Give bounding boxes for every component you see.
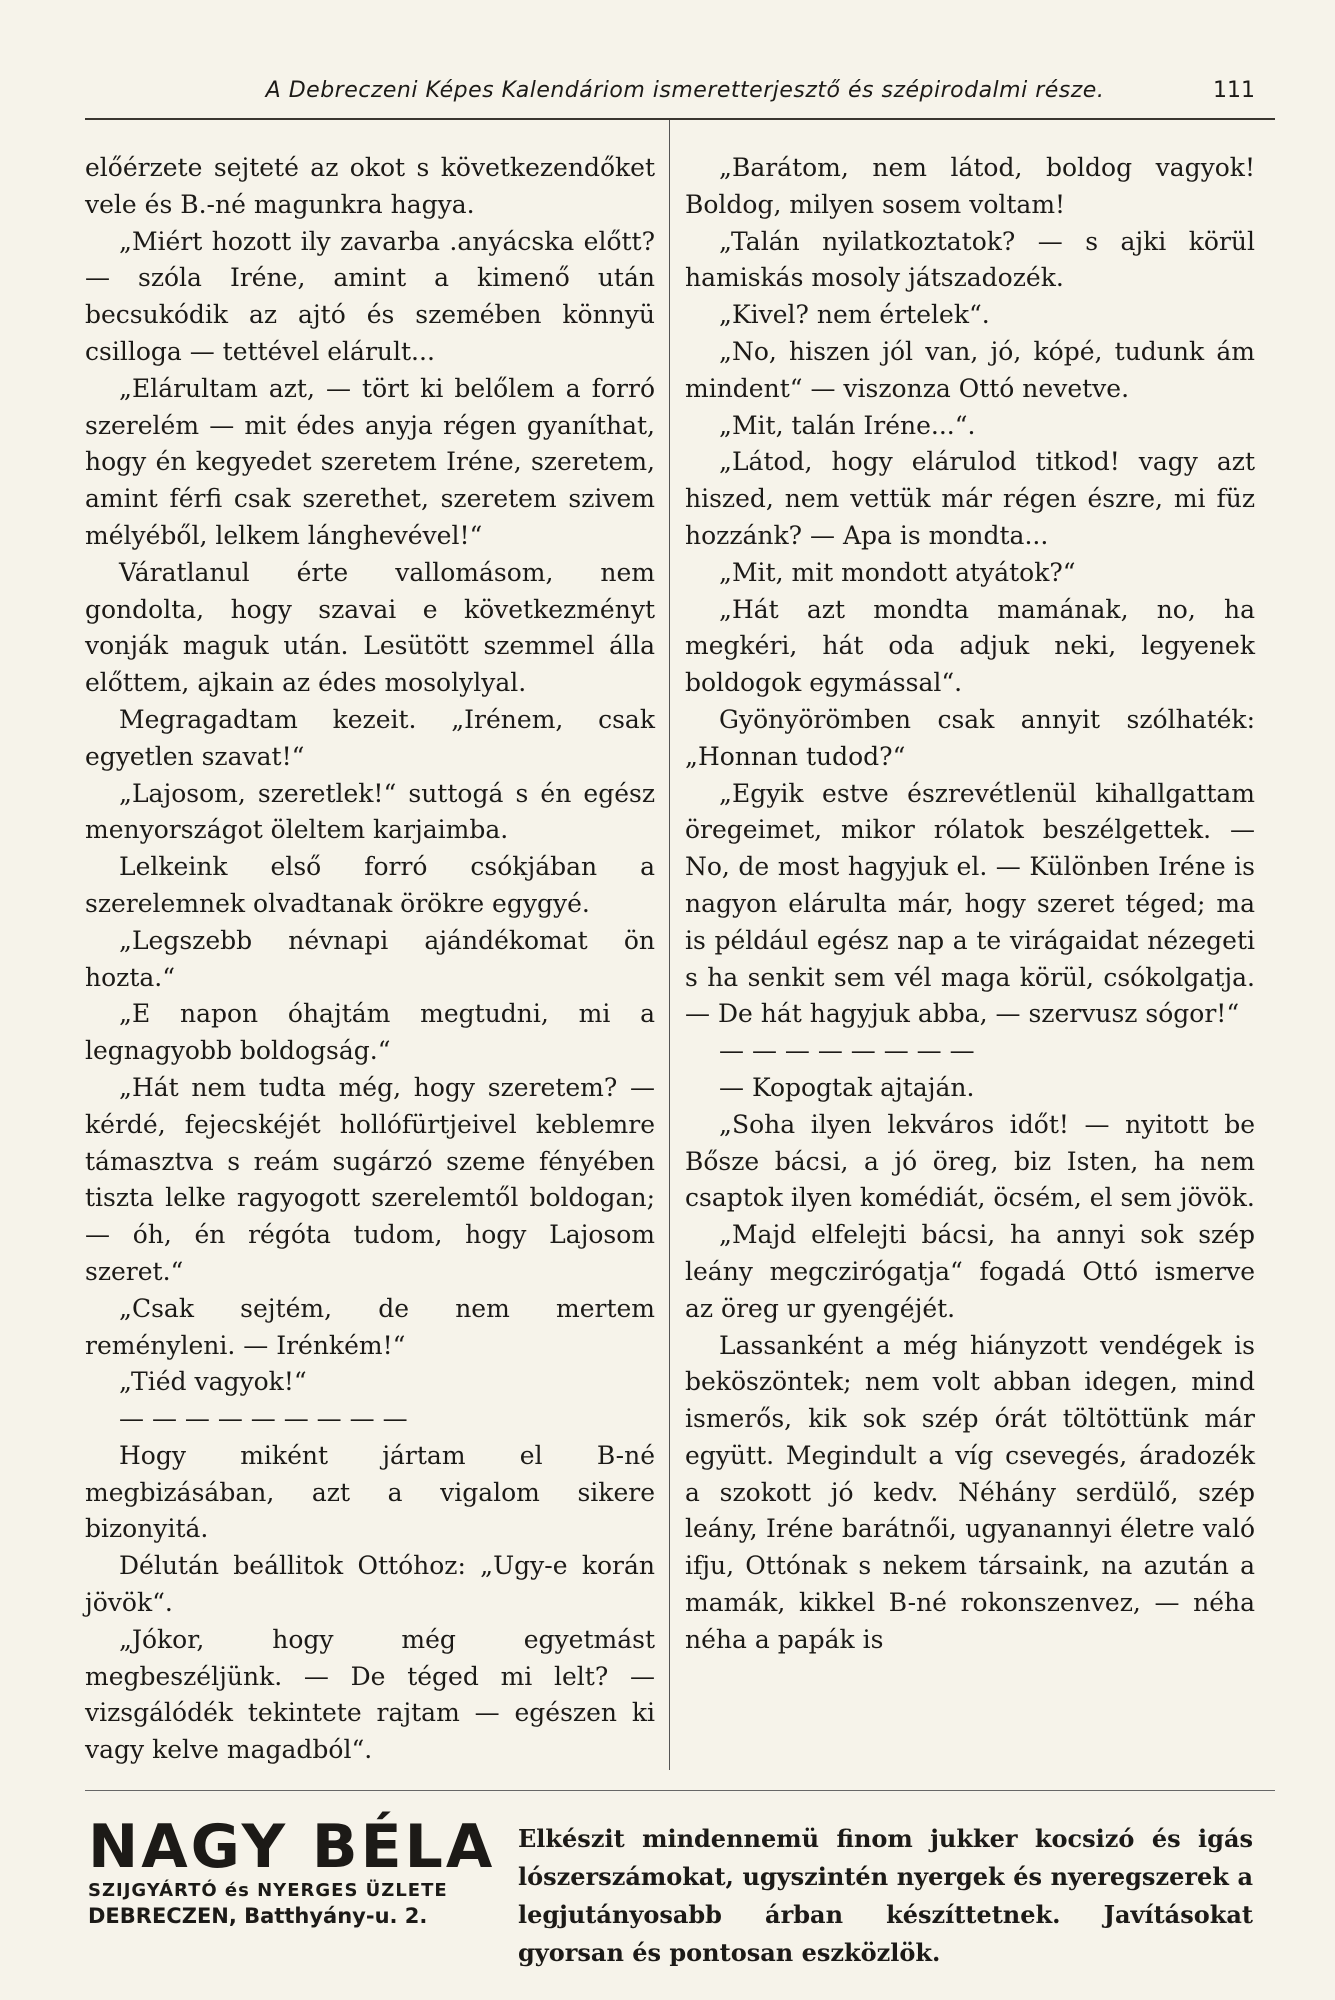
paragraph: Lassanként a még hiányzott vendégek is beköszöntek; nem volt abban idegen, mind ismerős, kik sok szép órát töltöttünk már együtt. Megindult a víg csevegés, áradozék a szokott jó kedv. Néhány serdülő, szép leány, Iréne barátnői, ugyanannyi életre való ifju, Ottónak s nekem társaink, na azután a mamák, kikkel B-né rokonszenvez, — néha néha a papák is: [685, 1330, 1255, 1654]
advertiser-subtitle: SZIJGYÁRTÓ és NYERGES ÜZLETE: [88, 1880, 448, 1901]
advertiser-name: NAGY BÉLA: [88, 1812, 496, 1882]
column-divider: [669, 120, 670, 1770]
paragraph: „Kivel? nem értelek“.: [719, 300, 990, 330]
paragraph: „Jókor, hogy még egyetmást megbeszéljünk. — De téged mi lelt? — vizsgálódék tekintete rajtam — egészen ki vagy kelve magadból“.: [85, 1624, 655, 1765]
paragraph: „Legszebb névnapi ajándékomat ön hozta.“: [85, 925, 655, 992]
left-column: [85, 150, 655, 1769]
section-break: — — — — — — — —: [719, 1036, 975, 1066]
paragraph: „Elárultam azt, — tört ki belőlem a forró szerelém — mit édes anyja régen gyaníthat, hogy én kegyedet szeretem Iréne, szeretem, amint férfi csak szerethet, szeretem szivem mélyéből, lelkem lánghevével!“: [85, 373, 655, 550]
paragraph: Megragadtam kezeit. „Irénem, csak egyetlen szavat!“: [85, 704, 655, 771]
paragraph: Lelkeink első forró csókjában a szerelemnek olvadtanak örökre egygyé.: [85, 852, 655, 918]
paragraph: „Egyik estve észrevétlenül kihallgattam öregeimet, mikor rólatok beszélgettek. — No, de most hagyjuk el. — Különben Iréne is nagyon elárulta már, hogy szeret téged; ma is például egész nap a te virágaidat nézegeti s ha senkit sem vél maga körül, csókolgatja. — De hát hagyjuk abba, — szervusz sógor!“: [685, 778, 1255, 1029]
paragraph: „Mit, mit mondott atyátok?“: [719, 557, 1076, 587]
paragraph: Hogy miként jártam el B-né megbizásában, azt a vigalom sikere bizonyitá.: [85, 1440, 655, 1544]
paragraph: „No, hiszen jól van, jó, kópé, tudunk ám mindent“ — viszonza Ottó nevetve.: [685, 336, 1255, 403]
advertiser-address: DEBRECZEN, Batthyány-u. 2.: [88, 1904, 428, 1928]
paragraph: „Látod, hogy elárulod titkod! vagy azt hiszed, nem vettük már régen észre, mi füz hozzánk? — Apa is mondta...: [685, 447, 1255, 550]
paragraph: „Csak sejtém, de nem mertem reményleni. — Irénkém!“: [85, 1293, 655, 1360]
paragraph: „Miért hozott ily zavarba .anyácska előtt? — szóla Iréne, amint a kimenő után becsukódik az ajtó és szemében könnyü csilloga — tettével elárult...: [85, 226, 655, 366]
advertisement-divider: [85, 1790, 1275, 1791]
paragraph: „Hát nem tudta még, hogy szeretem? — kérdé, fejecskéjét hollófürtjeivel keblemre támasztva s reám sugárzó szeme fényében tiszta lelke ragyogott szerelemtől boldogan; — óh, én régóta tudom, hogy Lajosom szeret.“: [85, 1072, 655, 1286]
advertisement-brand: [88, 1812, 498, 1929]
paragraph: „Hát azt mondta mamának, no, ha megkéri, hát oda adjuk neki, legyenek boldogok egymással“.: [685, 594, 1255, 698]
paragraph: Gyönyörömben csak annyit szólhaték: „Honnan tudod?“: [685, 704, 1255, 771]
paragraph: Délután beállitok Ottóhoz: „Ugy-e korán jövök“.: [85, 1551, 655, 1618]
paragraph: „E napon óhajtám megtudni, mi a legnagyobb boldogság.“: [85, 999, 655, 1066]
paragraph: „Soha ilyen lekváros időt! — nyitott be Bősze bácsi, a jó öreg, biz Isten, ha nem csaptok ilyen komédiát, öcsém, el sem jövök.: [685, 1109, 1255, 1213]
paragraph: „Lajosom, szeretlek!“ suttogá s én egész menyországot öleltem karjaimba.: [85, 778, 655, 845]
header-title: A Debreczeni Képes Kalendáriom ismeretterjesztő és szépirodalmi része.: [265, 78, 1105, 103]
paragraph: „Tiéd vagyok!“: [119, 1367, 307, 1397]
paragraph: — Kopogtak ajtaján.: [719, 1072, 975, 1102]
paragraph: „Talán nyilatkoztatok? — s ajki körül hamiskás mosoly játszadozék.: [685, 226, 1255, 293]
running-header: [85, 78, 1275, 120]
paragraph: „Majd elfelejti bácsi, ha annyi sok szép leány megczirógatja“ fogadá Ottó ismerve az öreg ur gyengéjét.: [685, 1220, 1255, 1323]
page-number: 111: [1213, 78, 1255, 103]
section-break: — — — — — — — — —: [119, 1404, 408, 1434]
paragraph: „Mit, talán Iréne...“.: [719, 410, 976, 440]
right-column: [685, 150, 1255, 1659]
advertisement-text: Elkészit mindennemü finom jukker kocsizó és igás lószerszámokat, ugyszintén nyergek és nyeregszerek a legjutányosabb árban készíttetnek. Javításokat gyorsan és pontosan eszközlök.: [518, 1824, 1253, 1967]
paragraph: Váratlanul érte vallomásom, nem gondolta, hogy szavai e következményt vonják maguk után. Lesütött szemmel álla előttem, ajkain az édes mosolylyal.: [85, 557, 655, 698]
paragraph: előérzete sejteté az okot s következendőket vele és B.-né magunkra hagya.: [85, 153, 655, 219]
paragraph: „Barátom, nem látod, boldog vagyok! Boldog, milyen sosem voltam!: [685, 153, 1255, 219]
